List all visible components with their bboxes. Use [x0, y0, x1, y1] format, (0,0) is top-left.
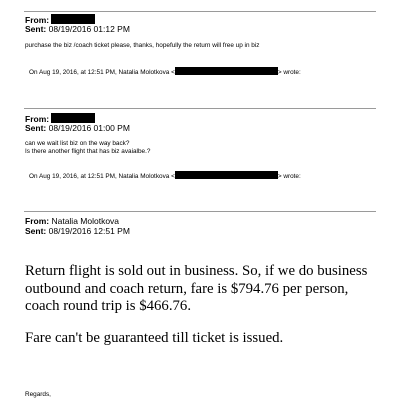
quote-prefix: On Aug 19, 2016, at 12:51 PM, Natalia Molotkova < — [29, 173, 175, 180]
sent-label: Sent: — [25, 24, 47, 34]
message-1-quote — [29, 67, 301, 77]
redacted-sender — [51, 14, 95, 24]
separator-line-3 — [24, 211, 376, 212]
sent-value: 08/19/2016 01:12 PM — [48, 24, 130, 34]
quote-suffix: > wrote: — [277, 173, 301, 180]
message-3-body-paragraph-2: Fare can't be guaranteed till ticket is issued. — [25, 330, 284, 346]
sent-value: 08/19/2016 01:00 PM — [48, 123, 130, 133]
separator-line-2 — [24, 108, 376, 109]
redacted-email — [175, 171, 278, 179]
quote-suffix: > wrote: — [277, 69, 301, 76]
message-1-body: purchase the biz /coach ticket please, thanks, hopefully the return will free up in biz — [25, 42, 260, 49]
sent-label: Sent: — [25, 123, 47, 133]
sent-value: 08/19/2016 12:51 PM — [48, 226, 130, 236]
quote-prefix: On Aug 19, 2016, at 12:51 PM, Natalia Molotkova < — [29, 69, 175, 76]
message-1-sent — [25, 24, 130, 35]
message-2-body-line-2: Is there another flight that has biz avaialbe.? — [25, 148, 151, 155]
message-3-sent — [25, 226, 130, 237]
redacted-email — [175, 67, 278, 75]
redacted-sender — [51, 113, 95, 123]
message-2-body-line-1: can we wait list biz on the way back? — [25, 140, 130, 147]
message-3-signoff: Regards, — [25, 391, 51, 398]
separator-line-1 — [24, 11, 376, 12]
from-value: Natalia Molotkova — [51, 216, 120, 226]
from-label: From: — [25, 114, 50, 124]
message-2-quote — [29, 171, 301, 181]
from-label: From: — [25, 216, 50, 226]
from-label: From: — [25, 15, 50, 25]
sent-label: Sent: — [25, 226, 47, 236]
message-2-sent — [25, 123, 130, 134]
message-3-body-paragraph-1: Return flight is sold out in business. So, if we do business outbound and coach return, fare is $794.76 per person, coach round trip is $466.76. — [25, 263, 368, 314]
